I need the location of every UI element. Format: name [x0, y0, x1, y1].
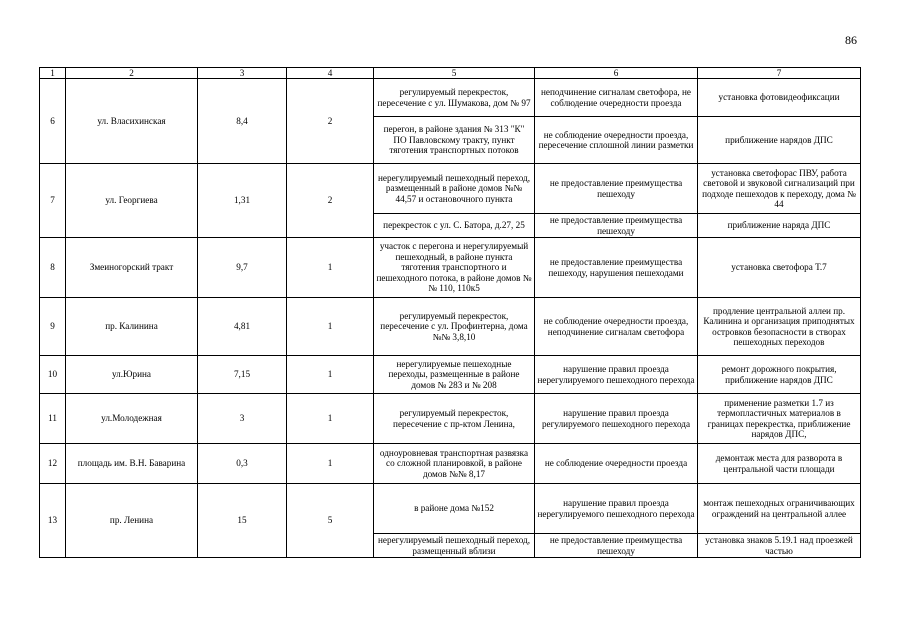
measure-cell: ремонт дорожного покрытия, приближение нарядов ДПС [698, 356, 861, 394]
location-cell: регулируемый перекресток, пересечение с ул. Профинтерна, дома №№ 3,8,10 [374, 298, 535, 356]
location-cell: перегон, в районе здания № 313 "К" ПО Павловскому тракту, пункт тяготения транспортных потоков [374, 117, 535, 164]
row-number: 8 [40, 238, 66, 298]
count-value: 5 [287, 484, 374, 558]
length-value: 4,81 [198, 298, 287, 356]
table-row [40, 484, 861, 534]
header-cell: 6 [535, 68, 698, 79]
table-row [40, 164, 861, 214]
street-name: ул. Георгиева [66, 164, 198, 238]
street-name: Змеиногорский тракт [66, 238, 198, 298]
violation-cell: нарушение правил проезда регулируемого пешеходного перехода [535, 394, 698, 444]
length-value: 1,31 [198, 164, 287, 238]
count-value: 1 [287, 238, 374, 298]
location-cell: регулируемый перекресток, пересечение с ул. Шумакова, дом № 97 [374, 79, 535, 117]
length-value: 7,15 [198, 356, 287, 394]
location-cell: нерегулируемые пешеходные переходы, размещенные в районе домов № 283 и № 208 [374, 356, 535, 394]
table-row [40, 356, 861, 394]
table-header-row [40, 68, 861, 79]
page-number: 86 [845, 33, 857, 47]
measure-cell: приближение нарядов ДПС [698, 117, 861, 164]
location-cell: перекресток с ул. С. Батора, д.27, 25 [374, 214, 535, 238]
street-name: площадь им. В.Н. Баварина [66, 444, 198, 484]
street-name: пр. Калинина [66, 298, 198, 356]
violation-cell: не предоставление преимущества пешеходу [535, 214, 698, 238]
count-value: 1 [287, 444, 374, 484]
row-number: 7 [40, 164, 66, 238]
row-number: 11 [40, 394, 66, 444]
header-cell: 7 [698, 68, 861, 79]
location-cell: в районе дома №152 [374, 484, 535, 534]
header-cell: 1 [40, 68, 66, 79]
count-value: 1 [287, 298, 374, 356]
violation-cell: неподчинение сигналам светофора, не соблюдение очередности проезда [535, 79, 698, 117]
row-number: 9 [40, 298, 66, 356]
street-name: ул.Юрина [66, 356, 198, 394]
count-value: 2 [287, 164, 374, 238]
header-cell: 2 [66, 68, 198, 79]
measure-cell: продление центральной аллеи пр. Калинина и организация приподнятых островков безопасности в створах пешеходных переходов [698, 298, 861, 356]
location-cell: участок с перегона и нерегулируемый пешеходный, в районе пункта тяготения транспортного и пешеходного потока, в районе домов №№ 110, 110к5 [374, 238, 535, 298]
violation-cell: не соблюдение очередности проезда, неподчинение сигналам светофора [535, 298, 698, 356]
violation-cell: не соблюдение очередности проезда, пересечение сплошной линии разметки [535, 117, 698, 164]
measure-cell: установка светофора Т.7 [698, 238, 861, 298]
table-row [40, 79, 861, 117]
measure-cell: монтаж пешеходных ограничивающих ограждений на центральной аллее [698, 484, 861, 534]
measure-cell: приближение наряда ДПС [698, 214, 861, 238]
length-value: 8,4 [198, 79, 287, 164]
length-value: 0,3 [198, 444, 287, 484]
violation-cell: не соблюдение очередности проезда [535, 444, 698, 484]
violation-cell: не предоставление преимущества пешеходу [535, 164, 698, 214]
location-cell: нерегулируемый пешеходный переход, размещенный вблизи [374, 534, 535, 558]
location-cell: одноуровневая транспортная развязка со сложной планировкой, в районе домов №№ 8,17 [374, 444, 535, 484]
length-value: 3 [198, 394, 287, 444]
count-value: 1 [287, 356, 374, 394]
violation-cell: не предоставление преимущества пешеходу, нарушения пешеходами [535, 238, 698, 298]
street-name: ул.Молодежная [66, 394, 198, 444]
row-number: 6 [40, 79, 66, 164]
street-name: пр. Ленина [66, 484, 198, 558]
count-value: 2 [287, 79, 374, 164]
table-row [40, 298, 861, 356]
measure-cell: установка светофорас ПВУ, работа световой и звуковой сигнализаций при подходе пешеходов к переходу, дома № 44 [698, 164, 861, 214]
row-number: 10 [40, 356, 66, 394]
measure-cell: установка знаков 5.19.1 над проезжей частью [698, 534, 861, 558]
measure-cell: применение разметки 1.7 из термопластичных материалов в границах перекрестка, приближение нарядов ДПС, [698, 394, 861, 444]
data-table [39, 67, 861, 558]
violation-cell: не предоставление преимущества пешеходу [535, 534, 698, 558]
header-cell: 5 [374, 68, 535, 79]
violation-cell: нарушение правил проезда нерегулируемого пешеходного перехода [535, 356, 698, 394]
table-row [40, 238, 861, 298]
table-row [40, 394, 861, 444]
violation-cell: нарушение правил проезда нерегулируемого пешеходного перехода [535, 484, 698, 534]
count-value: 1 [287, 394, 374, 444]
location-cell: нерегулируемый пешеходный переход, размещенный в районе домов №№ 44,57 и остановочного пункта [374, 164, 535, 214]
location-cell: регулируемый перекресток, пересечение с пр-ктом Ленина, [374, 394, 535, 444]
row-number: 13 [40, 484, 66, 558]
measure-cell: установка фотовидеофиксации [698, 79, 861, 117]
measure-cell: демонтаж места для разворота в центральной части площади [698, 444, 861, 484]
row-number: 12 [40, 444, 66, 484]
street-name: ул. Власихинская [66, 79, 198, 164]
length-value: 15 [198, 484, 287, 558]
header-cell: 4 [287, 68, 374, 79]
table-row [40, 444, 861, 484]
header-cell: 3 [198, 68, 287, 79]
length-value: 9,7 [198, 238, 287, 298]
